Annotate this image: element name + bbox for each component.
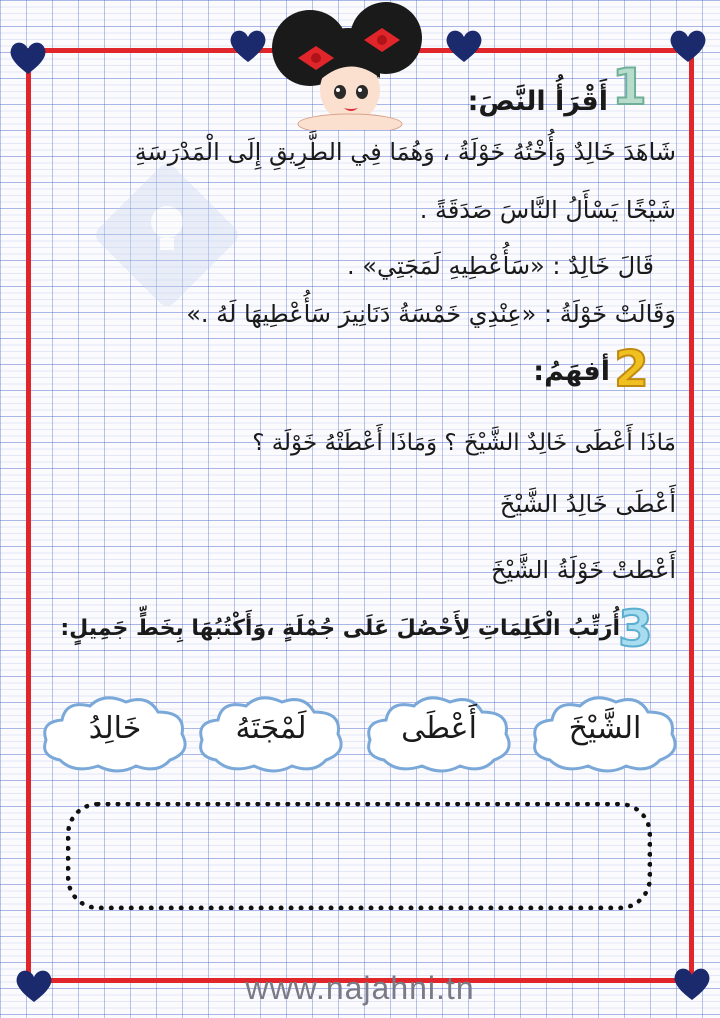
girl-illustration <box>268 0 428 130</box>
heart-icon <box>228 28 268 64</box>
text-line: شَاهَدَ خَالِدٌ وَأُخْتُهُ خَوْلَةُ ، وَهُمَا فِي الطَّرِيقِ إِلَى الْمَدْرَسَةِ <box>134 138 676 166</box>
answer-line: أَعْطَى خَالِدُ الشَّيْخَ <box>499 490 676 518</box>
section-1-title: أَقْرَأُ النَّصَ: <box>467 86 608 117</box>
word-cloud <box>40 690 190 776</box>
page-border-right <box>689 48 694 983</box>
word-label: خَالِدُ <box>88 711 142 746</box>
section-2-title: أفهَمُ: <box>533 356 610 387</box>
word-label: لَمْجَتَهُ <box>235 711 307 746</box>
text-line: قَالَ خَالِدٌ : «سَأُعْطِيهِ لَمَجَتِي» . <box>347 252 654 280</box>
text-line: وَقَالَتْ خَوْلَةُ : «عِنْدِي خَمْسَةُ دَنَانِيرَ سَأُعْطِيهَا لَهُ .» <box>186 300 676 328</box>
section-3-title: أُرَتِّبُ الْكَلِمَاتِ لِأَحْصُلَ عَلَى جُمْلَةٍ ،وَأَكْتُبُهَا بِخَطٍّ جَمِيلٍ: <box>60 616 620 641</box>
heart-icon <box>668 28 708 64</box>
answer-writing-box[interactable] <box>66 802 652 910</box>
answer-line: أَعْطتْ خَوْلَةُ الشَّيْخَ <box>490 556 676 584</box>
word-cloud <box>530 690 680 776</box>
word-label: أَعْطَى <box>401 711 477 746</box>
heart-icon <box>8 40 48 76</box>
lightbulb-watermark-icon <box>92 160 242 310</box>
word-label: الشَّيْخَ <box>568 711 642 746</box>
page-border-left <box>26 48 31 983</box>
section-3-number: 3 <box>618 600 653 658</box>
text-line: شَيْخًا يَسْأَلُ النَّاسَ صَدَقَةً . <box>419 196 676 224</box>
section-2-number: 2 <box>614 340 649 398</box>
word-cloud <box>196 690 346 776</box>
footer-url: www.najahni.tn <box>245 970 475 1006</box>
heart-icon <box>444 28 484 64</box>
question-text: مَاذَا أَعْطَى خَالِدٌ الشَّيْخَ ؟ وَمَاذَا أَعْطَتْهُ خَوْلَة ؟ <box>252 430 676 456</box>
word-cloud <box>364 690 514 776</box>
section-1-number: 1 <box>612 58 647 116</box>
